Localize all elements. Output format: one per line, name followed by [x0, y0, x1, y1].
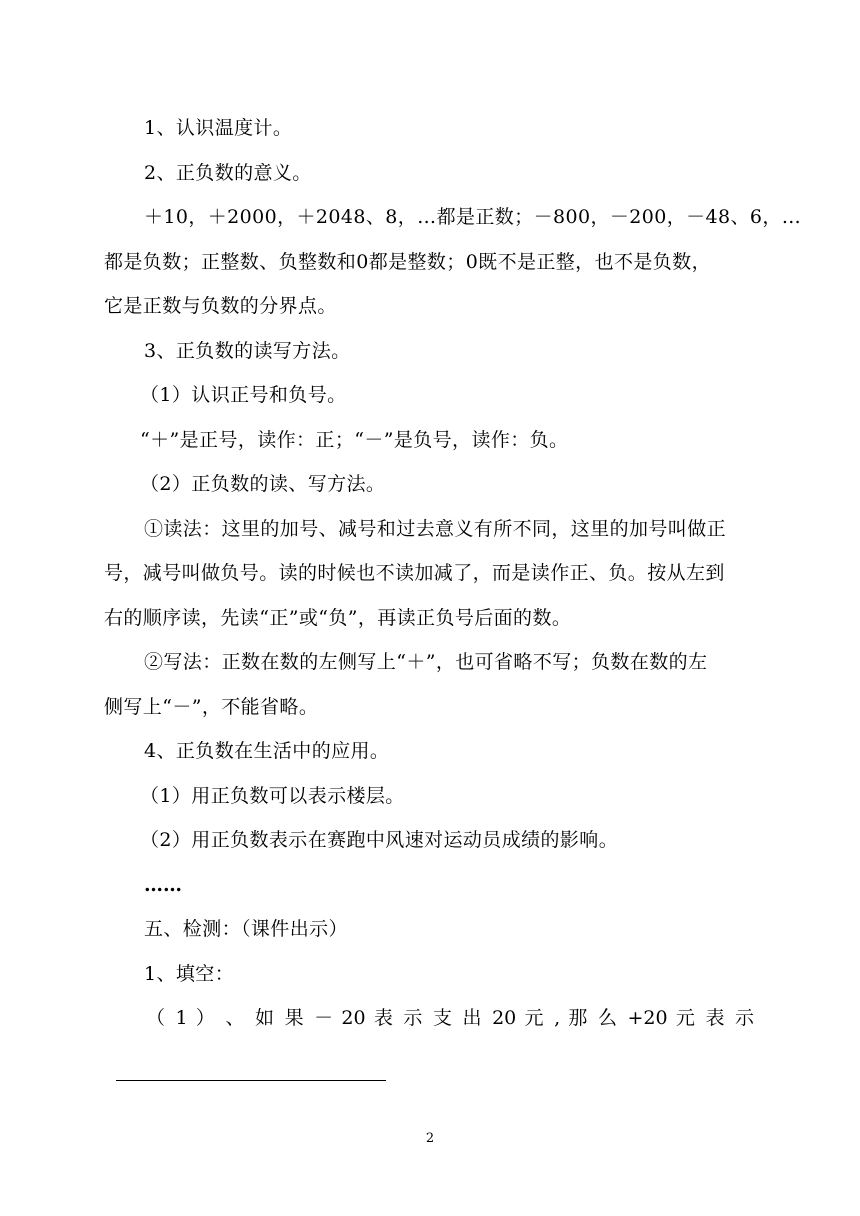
positive-negative-examples-line: ＋10，＋2000，＋2048、8，…都是正数；－800，－200，－48、6，…: [144, 206, 802, 228]
zero-boundary-line: 它是正数与负数的分界点。: [104, 295, 337, 317]
writing-method-line-1: ②写法：正数在数的左侧写上“＋”，也可省略不写；负数在数的左: [144, 651, 708, 673]
integers-explanation-line: 都是负数；正整数、负整数和0都是整数；0既不是正整，也不是负数，: [104, 251, 711, 273]
section-heading-test: 五、检测：（课件出示）: [144, 918, 348, 940]
item-meaning-of-signed-numbers: 2、正负数的意义。: [144, 162, 312, 184]
item-fill-in-blanks: 1、填空：: [144, 963, 235, 985]
footnote-divider: [116, 1080, 386, 1081]
application-wind-speed: （2）用正负数表示在赛跑中风速对运动员成绩的影响。: [140, 829, 619, 851]
signs-reading-line: “＋”是正号，读作：正；“－”是负号，读作：负。: [140, 429, 569, 451]
subitem-read-write: （2）正负数的读、写方法。: [140, 473, 386, 495]
item-applications: 4、正负数在生活中的应用。: [144, 740, 390, 762]
item-recognize-thermometer: 1、认识温度计。: [144, 117, 293, 139]
page-number: 2: [425, 1131, 435, 1146]
writing-method-line-2: 侧写上“－”，不能省略。: [104, 696, 319, 718]
subitem-recognize-signs: （1）认识正号和负号。: [140, 384, 347, 406]
fill-in-question-1: （ 1 ） 、 如 果 － 20 表 示 支 出 20 元 , 那 么 +20 元 表 示: [146, 1007, 754, 1029]
ellipsis: ……: [144, 874, 182, 896]
reading-method-line-2: 号，减号叫做负号。读的时候也不读加减了，而是读作正、负。按从左到: [104, 562, 725, 584]
application-floors: （1）用正负数可以表示楼层。: [140, 785, 405, 807]
reading-method-line-1: ①读法：这里的加号、减号和过去意义有所不同，这里的加号叫做正: [144, 518, 727, 540]
reading-method-line-3: 右的顺序读，先读“正”或“负”，再读正负号后面的数。: [104, 607, 572, 629]
item-read-write-methods: 3、正负数的读写方法。: [144, 340, 351, 362]
